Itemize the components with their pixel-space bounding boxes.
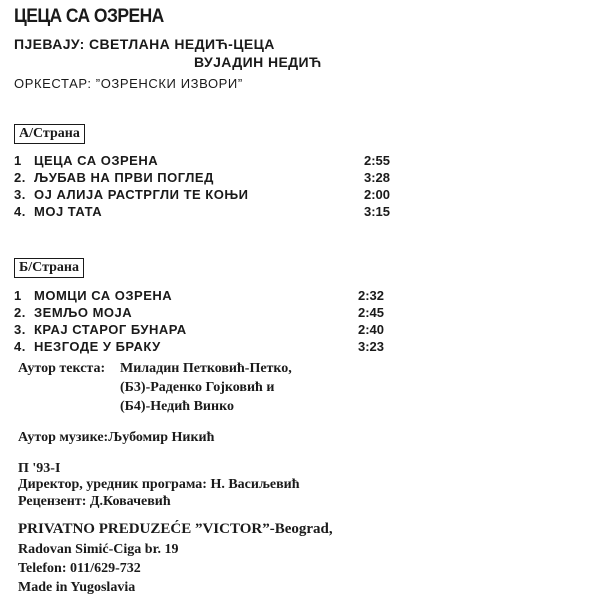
track-title: НЕЗГОДЕ У БРАКУ	[34, 339, 161, 354]
track-row	[14, 187, 249, 202]
lyrics-credit-label: Аутор текста:	[18, 361, 106, 376]
track-number: 4.	[14, 204, 26, 219]
lyrics-credit-line: Миладин Петковић-Петко,	[120, 361, 292, 376]
track-row	[14, 288, 172, 303]
track-number: 3.	[14, 322, 26, 337]
company-phone: Telefon: 011/629-732	[18, 561, 141, 576]
track-row	[14, 204, 102, 219]
director-credit: Директор, уредник програма: Н. Васиљевић	[18, 477, 300, 492]
company-address: Radovan Simić-Ciga br. 19	[18, 542, 179, 557]
track-number: 1	[14, 288, 22, 303]
track-duration: 3:15	[364, 204, 391, 219]
singers-line-1: ПЈЕВАЈУ: СВЕТЛАНА НЕДИЋ-ЦЕЦА	[14, 36, 275, 52]
singers-line-2: ВУЈАДИН НЕДИЋ	[194, 54, 322, 70]
track-row	[14, 305, 132, 320]
track-title: ОЈ АЛИЈА РАСТРГЛИ ТЕ КОЊИ	[34, 187, 249, 202]
track-duration: 3:23	[358, 339, 385, 354]
track-duration: 2:45	[358, 305, 385, 320]
track-number: 2.	[14, 170, 26, 185]
track-row	[14, 339, 161, 354]
album-title: ЦЕЦА СА ОЗРЕНА	[14, 6, 164, 27]
lyrics-credit-line: (Б4)-Недић Винко	[120, 399, 234, 414]
track-row	[14, 153, 158, 168]
reviewer-credit: Рецензент: Д.Ковачевић	[18, 494, 171, 509]
track-title: ЦЕЦА СА ОЗРЕНА	[34, 153, 159, 168]
company-name: PRIVATNO PREDUZEĆE ”VICTOR”-Beograd,	[18, 521, 333, 537]
music-credit: Аутор музике:Љубомир Никић	[18, 430, 215, 445]
track-row	[14, 170, 214, 185]
track-duration: 2:55	[364, 153, 391, 168]
track-title: МОМЦИ СА ОЗРЕНА	[34, 288, 173, 303]
catalog-number: П '93-I	[18, 461, 61, 476]
side-b-label: Б/Страна	[14, 258, 84, 278]
track-number: 4.	[14, 339, 26, 354]
track-title: ЗЕМЉО МОЈА	[34, 305, 133, 320]
orchestra-credit: ОРКЕСТАР: ”ОЗРЕНСКИ ИЗВОРИ”	[14, 76, 243, 91]
track-row	[14, 322, 187, 337]
track-duration: 3:28	[364, 170, 391, 185]
side-a-label: А/Страна	[14, 124, 85, 144]
track-title: ЉУБАВ НА ПРВИ ПОГЛЕД	[34, 170, 214, 185]
track-duration: 2:00	[364, 187, 391, 202]
track-number: 2.	[14, 305, 26, 320]
track-duration: 2:32	[358, 288, 385, 303]
track-title: МОЈ ТАТА	[34, 204, 103, 219]
track-number: 1	[14, 153, 22, 168]
track-title: КРАЈ СТАРОГ БУНАРА	[34, 322, 187, 337]
track-duration: 2:40	[358, 322, 385, 337]
made-in: Made in Yugoslavia	[18, 580, 136, 595]
track-number: 3.	[14, 187, 26, 202]
lyrics-credit-line: (Б3)-Раденко Гојковић и	[120, 380, 275, 395]
